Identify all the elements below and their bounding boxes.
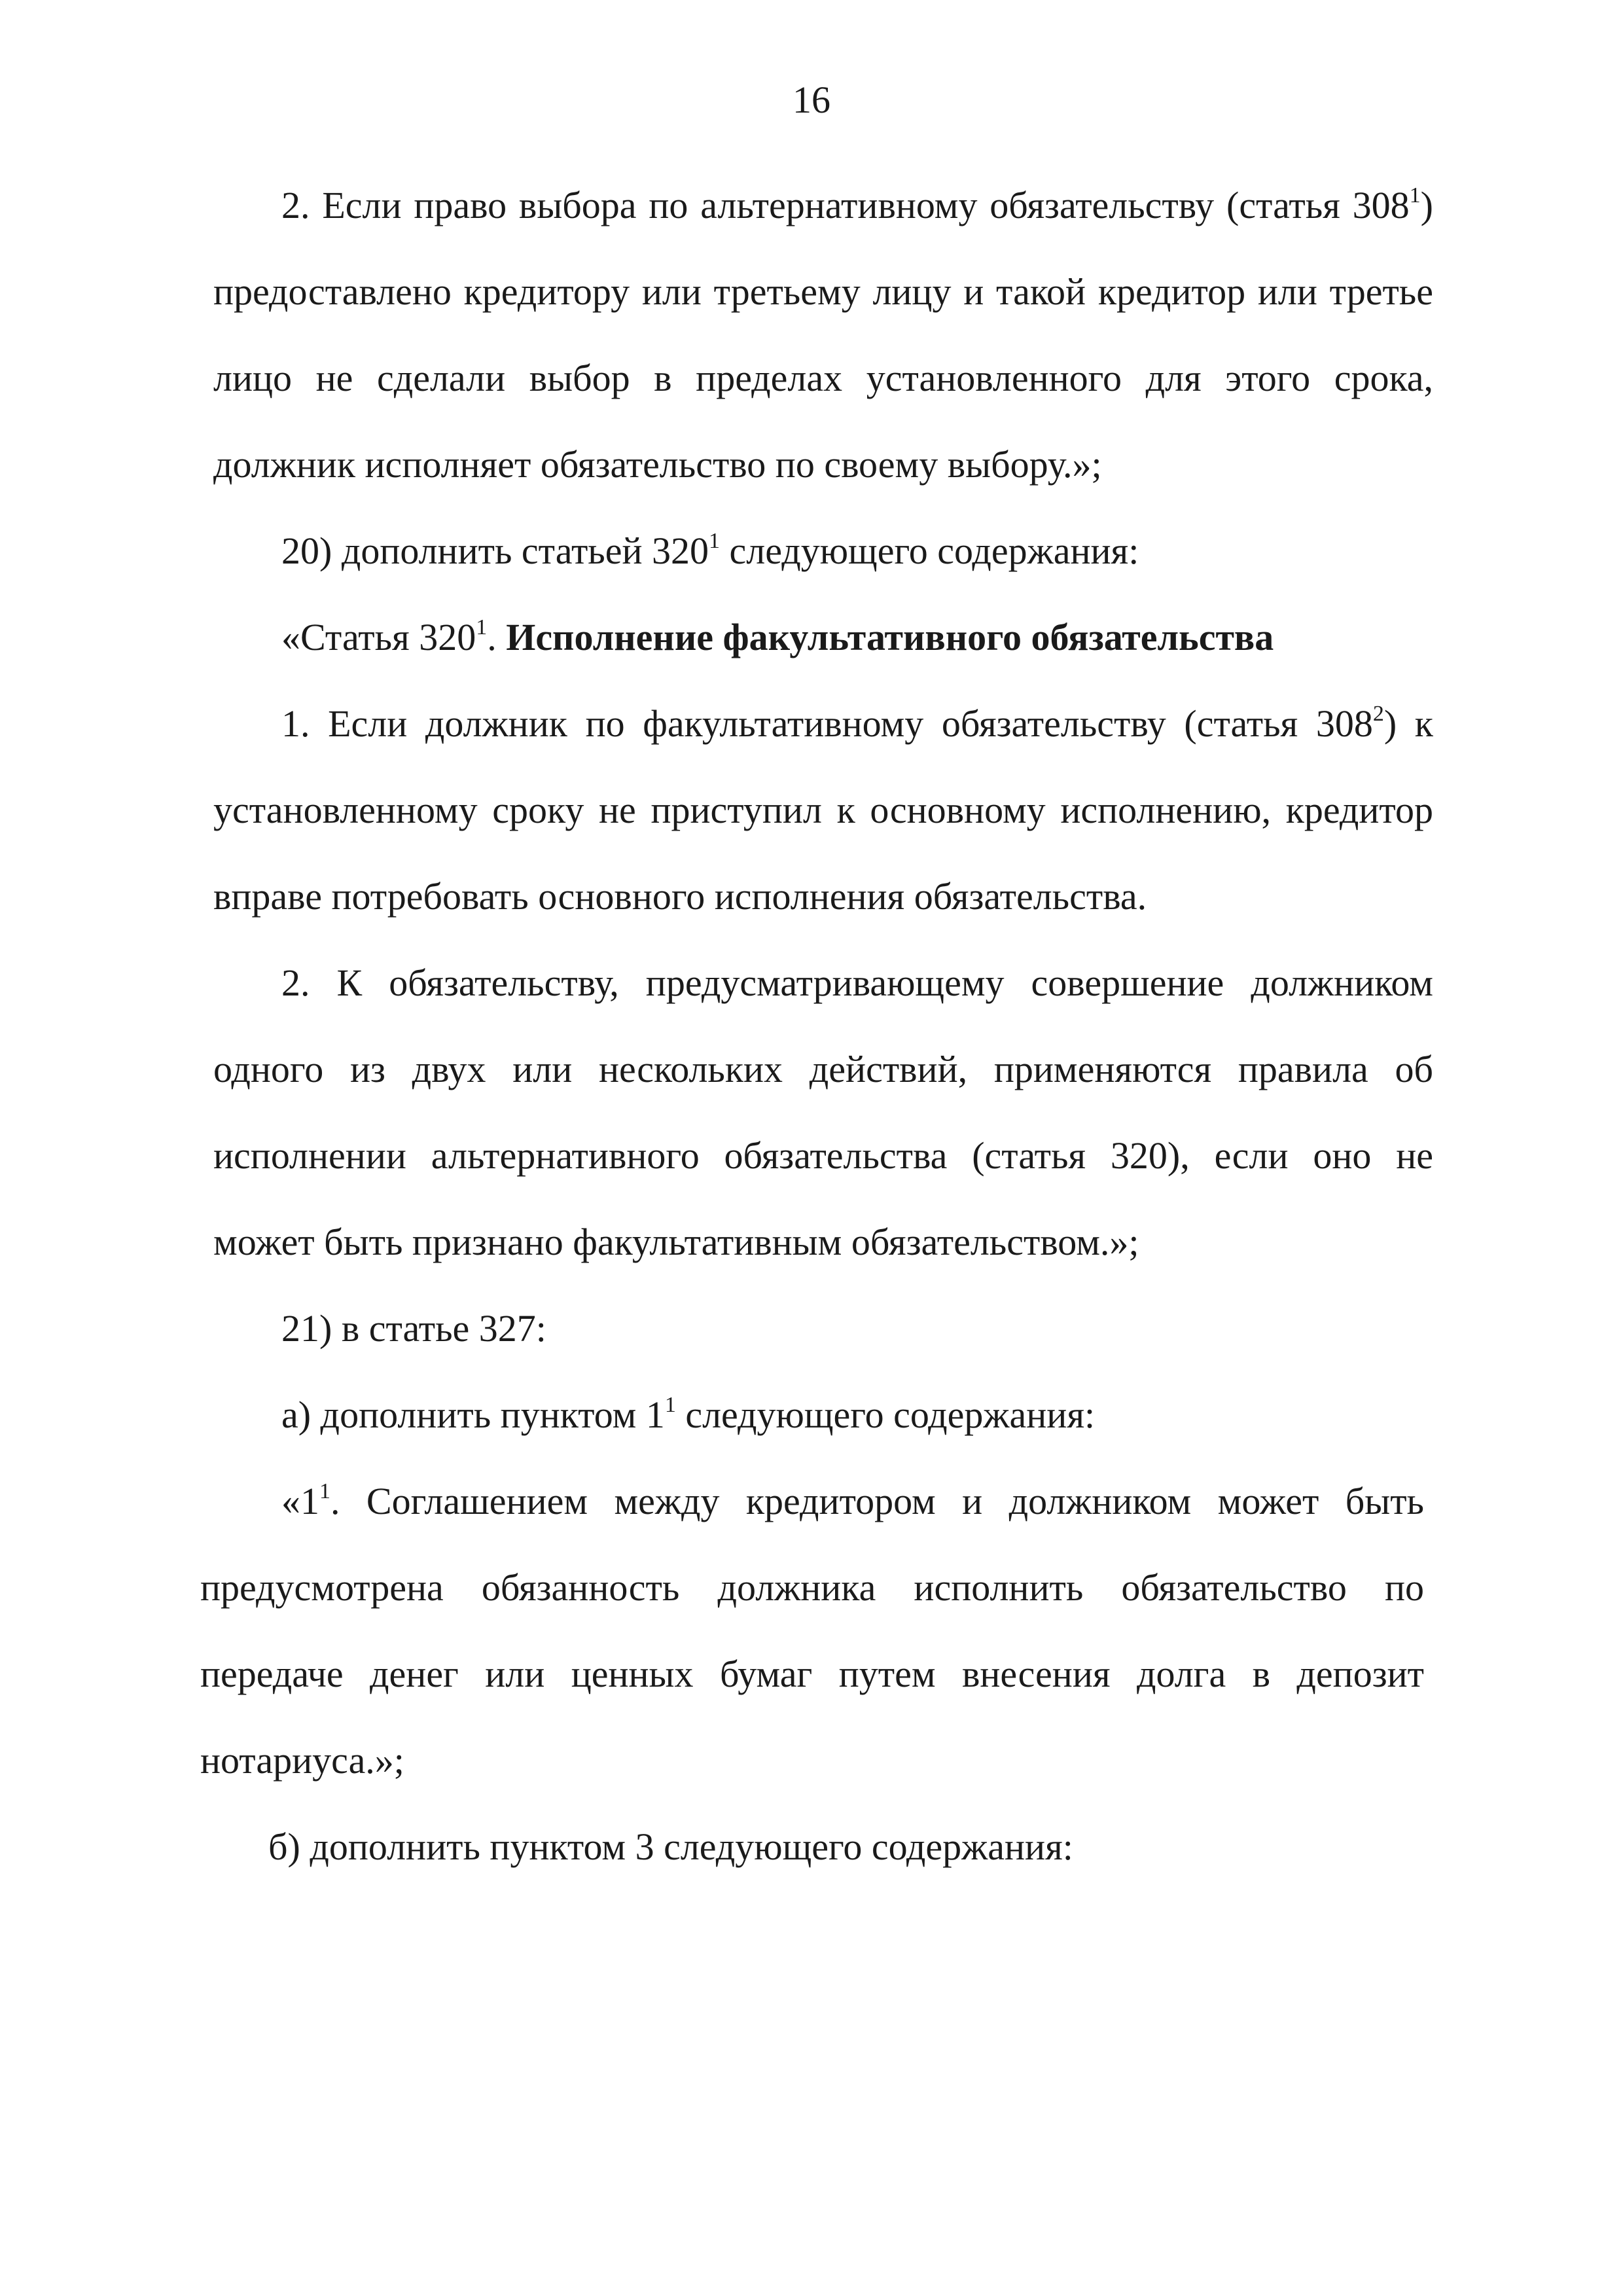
text-line: одного из двух или нескольких действий, применяются правила об	[213, 1048, 1433, 1090]
text-line: должник исполняет обязательство по своему выбору.»;	[213, 443, 1102, 486]
text-line: 21) в статье 327:	[281, 1307, 546, 1350]
text-line: вправе потребовать основного исполнения обязательства.	[213, 875, 1147, 918]
article-heading: «Статья $320^1$. Исполнение факультативного обязательства	[281, 615, 1274, 658]
text-line: установленному сроку не приступил к основному исполнению, кредитор	[213, 789, 1433, 831]
text-line: а) дополнить пунктом $1^1$ следующего содержания:	[281, 1392, 1096, 1436]
page-number: 16	[793, 79, 830, 121]
text-line: 2. К обязательству, предусматривающему совершение должником	[281, 961, 1433, 1004]
text-line: передаче денег или ценных бумаг путем внесения долга в депозит	[200, 1653, 1424, 1695]
text-line: 2. Если право выбора по альтернативному обязательству (статья $308^1$)	[281, 183, 1433, 226]
text-line: предусмотрена обязанность должника исполнить обязательство по	[200, 1566, 1424, 1609]
text-line: лицо не сделали выбор в пределах установленного для этого срока,	[213, 357, 1433, 399]
text-line: 20) дополнить статьей $320^1$ следующего содержания:	[281, 528, 1139, 572]
text-line: нотариуса.»;	[200, 1739, 404, 1782]
text-line: б) дополнить пунктом 3 следующего содержания:	[268, 1825, 1073, 1868]
text-line: исполнении альтернативного обязательства (статья 320), если оно не	[213, 1134, 1433, 1177]
text-line: может быть признано факультативным обязательством.»;	[213, 1221, 1139, 1263]
text-line: предоставлено кредитору или третьему лицу и такой кредитор или третье	[213, 270, 1433, 313]
text-line: 1. Если должник по факультативному обязательству (статья $308^2$) к	[281, 701, 1433, 745]
text-line: «$1^1$. Соглашением между кредитором и должником может быть	[281, 1479, 1424, 1522]
